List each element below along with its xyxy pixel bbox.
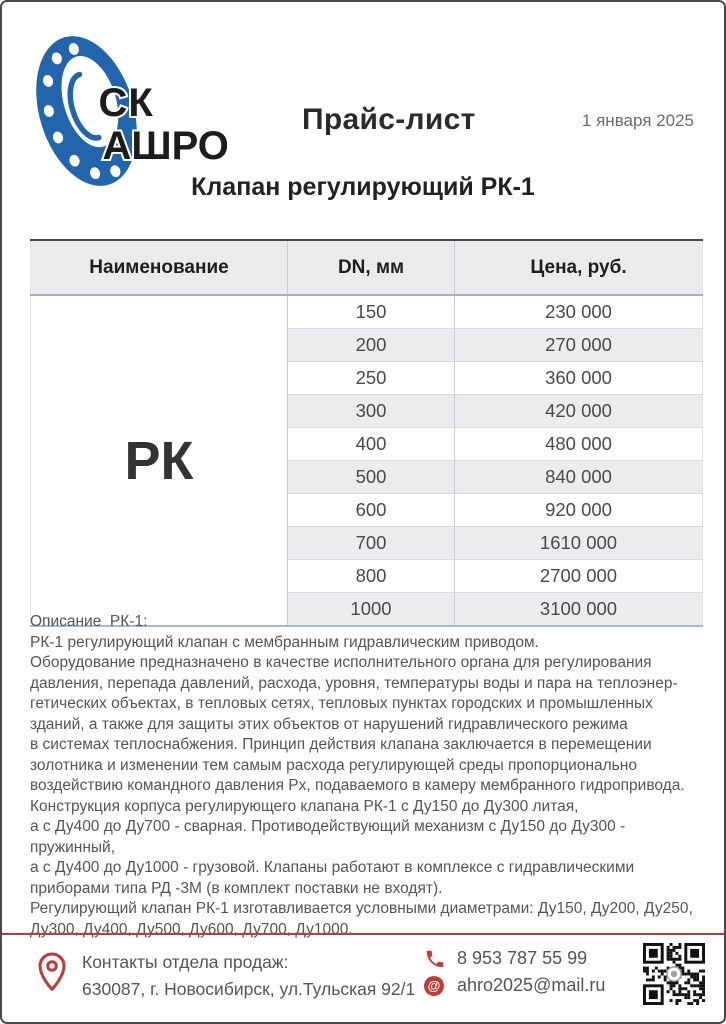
description-line: приборами типа РД -3М (в комплект поставки не входят). xyxy=(30,879,443,897)
description-line: Ду300, Ду400, Ду500, Ду600, Ду700, Ду1000. xyxy=(30,920,353,938)
document-date: 1 января 2025 xyxy=(581,111,694,130)
footer-contacts xyxy=(2,935,724,1024)
product-description xyxy=(30,612,706,940)
description-line: давления, перепада давлений, расхода, уровня, температуры воды и пара на теплоэнер- xyxy=(30,674,678,692)
price-cell: 270 000 xyxy=(455,329,703,362)
column-header-name: Наименование xyxy=(31,240,288,295)
description-line: зданий, а также для защиты этих объектов от нарушений гидравлического режима xyxy=(30,715,628,733)
logo-text-line2: АШРО xyxy=(102,124,227,168)
contacts-label: Контакты отдела продаж: xyxy=(82,952,289,972)
price-cell: 840 000 xyxy=(455,461,703,494)
dn-cell: 300 xyxy=(288,395,455,428)
dn-cell: 250 xyxy=(288,362,455,395)
price-cell: 420 000 xyxy=(455,395,703,428)
description-line: Оборудование предназначено в качестве исполнительного органа для регулирования xyxy=(30,654,652,671)
logo-text-line1: СК xyxy=(98,81,154,125)
column-header-dn: DN, мм xyxy=(288,240,455,295)
dn-cell: 700 xyxy=(288,527,455,560)
price-cell: 1610 000 xyxy=(455,527,703,560)
dn-cell: 200 xyxy=(288,329,455,362)
price-cell: 230 000 xyxy=(455,295,703,329)
table-row xyxy=(31,295,703,329)
product-name-cell: РК xyxy=(31,295,288,626)
description-line: Регулирующий клапан РК-1 изготавливается условными диаметрами: Ду150, Ду200, Ду250, xyxy=(30,900,693,917)
location-pin-icon xyxy=(36,952,68,992)
flange-ring-icon xyxy=(27,27,227,192)
dn-cell: 1000 xyxy=(288,593,455,627)
dn-cell: 800 xyxy=(288,560,455,593)
price-table xyxy=(30,239,703,627)
description-title: Описание РК-1: xyxy=(30,613,148,630)
description-line: в системах теплоснабжения. Принцип действия клапана заключается в перемещении xyxy=(30,736,652,753)
contact-email: ahro2025@mail.ru xyxy=(457,975,606,995)
description-line: золотника и изменении тем самым расхода регулирующей среды пропорционально xyxy=(30,756,637,774)
product-heading: Клапан регулирующий РК-1 xyxy=(191,173,535,201)
document-title: Прайс-лист xyxy=(302,103,476,136)
price-cell: 920 000 xyxy=(455,494,703,527)
price-cell: 3100 000 xyxy=(455,593,703,627)
dn-cell: 150 xyxy=(288,295,455,329)
contact-phone: 8 953 787 55 99 xyxy=(457,948,588,968)
description-line: а с Ду400 до Ду1000 - грузовой. Клапаны работают в комплексе с гидравлическими xyxy=(30,859,635,876)
dn-cell: 500 xyxy=(288,461,455,494)
price-cell: 360 000 xyxy=(455,362,703,395)
description-line: Конструкция корпуса регулирующего клапана РК-1 с Ду150 до Ду300 литая, xyxy=(30,797,579,815)
description-line: РК-1 регулирующий клапан с мембранным гидравлическим приводом. xyxy=(30,633,539,651)
contact-address: 630087, г. Новосибирск, ул.Тульская 92/1 xyxy=(82,979,416,999)
dn-cell: 600 xyxy=(288,494,455,527)
company-logo xyxy=(27,27,227,192)
phone-icon xyxy=(424,948,446,970)
qr-code xyxy=(643,943,705,1005)
email-at-icon: @ xyxy=(424,976,444,996)
contact-address-block xyxy=(82,949,415,1003)
description-line: воздействию командного давления Рх, подаваемого в камеру мембранного гидропривода. xyxy=(30,777,685,794)
table-header-row xyxy=(31,240,703,295)
column-header-price: Цена, руб. xyxy=(455,240,703,295)
price-cell: 480 000 xyxy=(455,428,703,461)
price-cell: 2700 000 xyxy=(455,560,703,593)
description-line: гетических объектах, в тепловых сетях, тепловых пунктах городских и промышленных xyxy=(30,695,653,712)
description-line: а с Ду400 до Ду700 - сварная. Противодействующий механизм с Ду150 до Ду300 - пружинный, xyxy=(30,818,630,856)
dn-cell: 400 xyxy=(288,428,455,461)
